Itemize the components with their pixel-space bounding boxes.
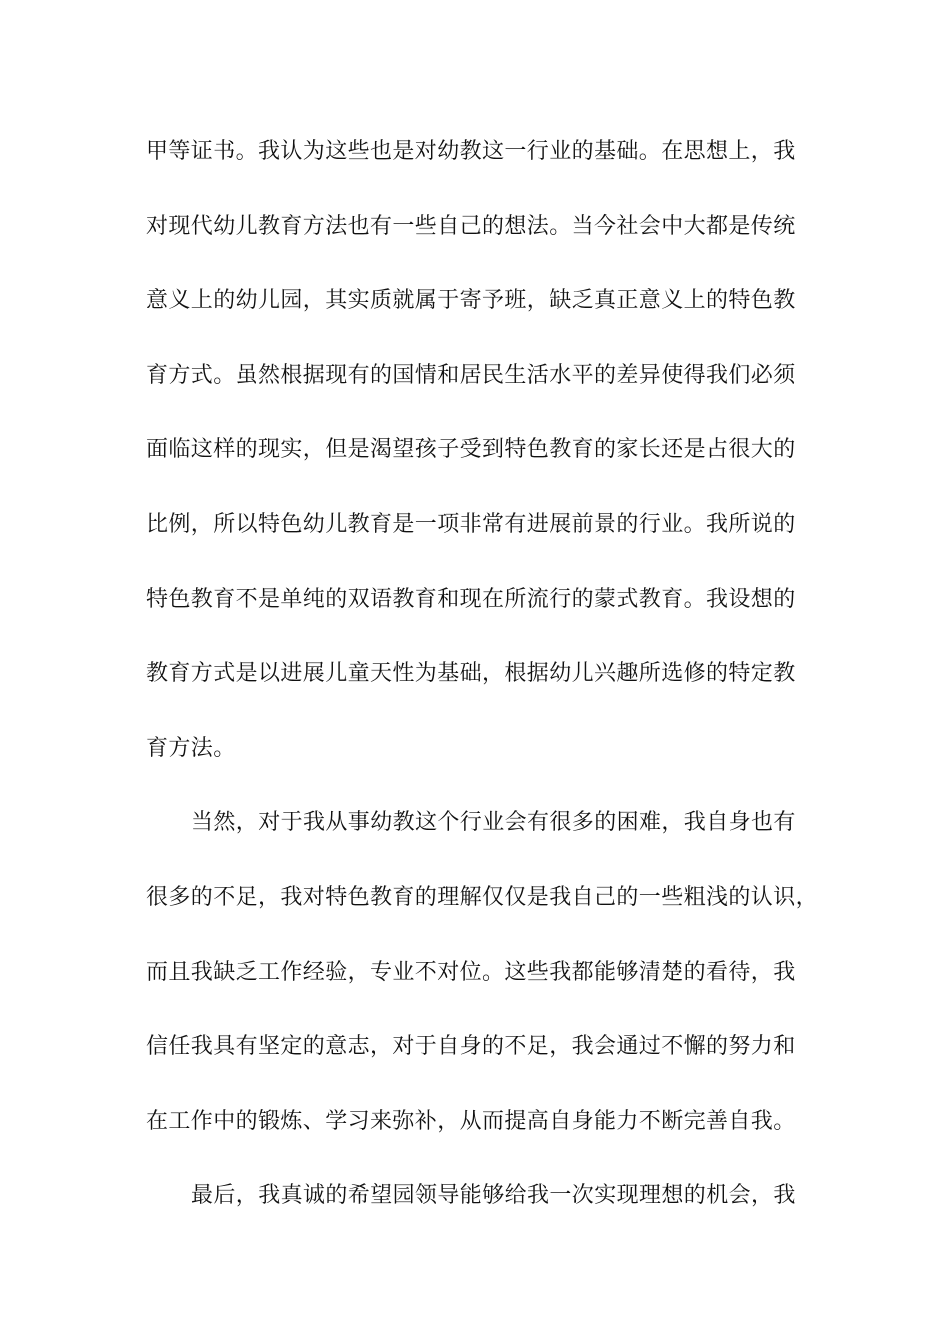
body-text (146, 129, 826, 1248)
text-line: 育方法。 (146, 735, 236, 761)
text-line: 教育方式是以进展儿童天性为基础，根据幼儿兴趣所选修的特定教 (146, 661, 796, 687)
text-line: 在工作中的锻炼、学习来弥补，从而提高自身能力不断完善自我。 (146, 1108, 796, 1134)
text-line: 甲等证书。我认为这些也是对幼教这一行业的基础。在思想上，我 (146, 139, 796, 164)
text-line: 对现代幼儿教育方法也有一些自己的想法。当今社会中大都是传统 (146, 213, 796, 239)
text-line: 育方式。虽然根据现有的国情和居民生活水平的差异使得我们必须 (146, 362, 796, 388)
text-line: 而且我缺乏工作经验，专业不对位。这些我都能够清楚的看待，我 (146, 959, 796, 985)
text-line: 很多的不足，我对特色教育的理解仅仅是我自己的一些粗浅的认识， (146, 884, 819, 910)
paragraph-start-line: 当然，对于我从事幼教这个行业会有很多的困难，我自身也有 (191, 810, 796, 836)
paragraph-start-line: 最后，我真诚的希望园领导能够给我一次实现理想的机会，我 (191, 1183, 796, 1209)
text-line: 意义上的幼儿园，其实质就属于寄予班，缺乏真正意义上的特色教 (146, 288, 796, 314)
text-line: 特色教育不是单纯的双语教育和现在所流行的蒙式教育。我设想的 (146, 586, 796, 612)
text-line: 信任我具有坚定的意志，对于自身的不足，我会通过不懈的努力和 (146, 1034, 796, 1060)
text-line: 比例，所以特色幼儿教育是一项非常有进展前景的行业。我所说的 (146, 511, 796, 537)
text-line: 面临这样的现实，但是渴望孩子受到特色教育的家长还是占很大的 (146, 437, 796, 463)
